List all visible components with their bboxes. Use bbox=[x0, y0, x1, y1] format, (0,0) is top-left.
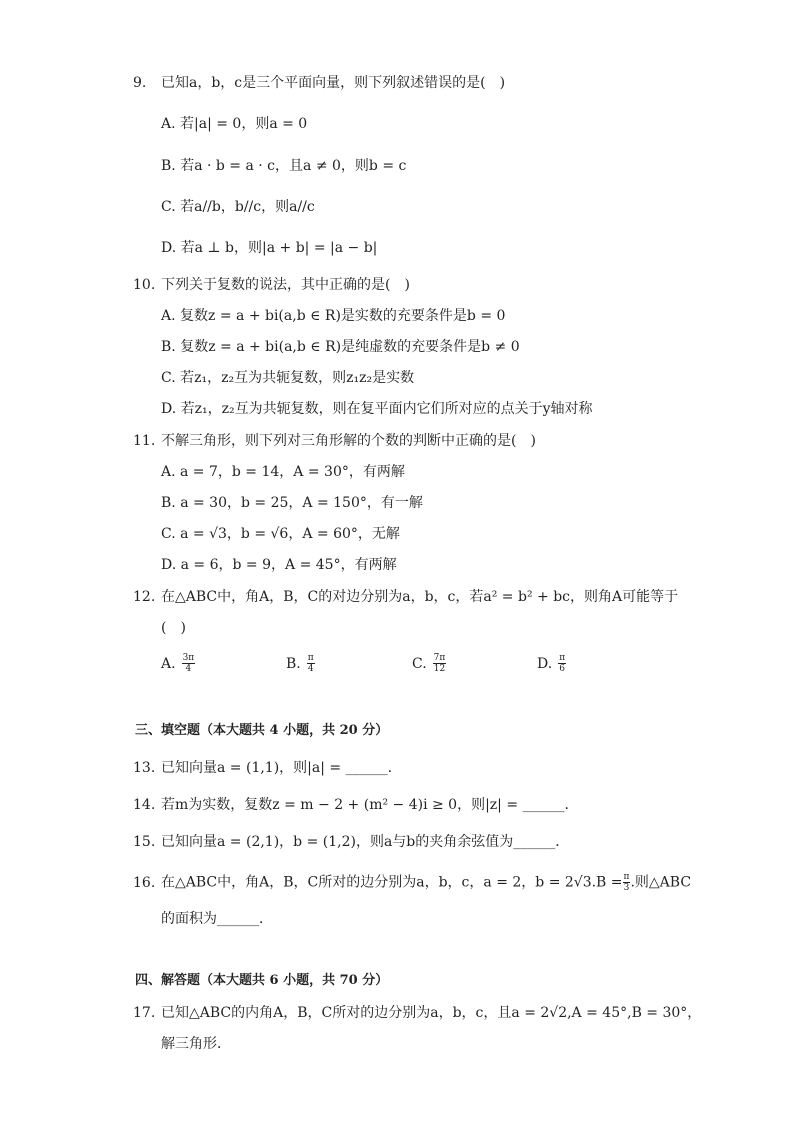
q12-option-d bbox=[537, 653, 566, 674]
question-number: 13. bbox=[133, 760, 156, 776]
question-stem: 下列关于复数的说法，其中正确的是( ) bbox=[161, 277, 410, 293]
q11-option-c: C. a = √3，b = √6，A = 60°，无解 bbox=[161, 526, 400, 542]
question-17 bbox=[133, 1003, 701, 1023]
fraction-denominator: 6 bbox=[559, 664, 566, 674]
question-number: 12. bbox=[133, 589, 156, 605]
option-label: D. bbox=[537, 655, 553, 672]
question-11 bbox=[133, 431, 536, 451]
q9-option-c: C. 若a//b，b//c，则a//c bbox=[161, 199, 315, 215]
fraction bbox=[182, 653, 196, 674]
question-text: 已知向量a = (1,1)，则|a| = ______． bbox=[161, 760, 402, 776]
question-stem: 不解三角形，则下列对三角形解的个数的判断中正确的是( ) bbox=[161, 433, 536, 449]
question-9 bbox=[133, 73, 505, 93]
fraction-denominator: 4 bbox=[185, 664, 192, 674]
question-13 bbox=[133, 758, 402, 778]
fraction bbox=[558, 653, 566, 674]
question-text: 已知△ABC的内角A，B，C所对的边分别为a，b，c，且a = 2√2,A = 45°,B = 30°， bbox=[161, 1005, 702, 1021]
question-16 bbox=[133, 872, 691, 893]
question-text-after: .则△ABC bbox=[630, 874, 692, 891]
section-heading-fill-in: 三、填空题（本大题共 4 小题，共 20 分） bbox=[135, 723, 389, 738]
question-stem: 已知a，b，c是三个平面向量，则下列叙述错误的是( ) bbox=[161, 75, 506, 91]
fraction-numerator: 7π bbox=[433, 653, 446, 663]
question-12 bbox=[133, 587, 678, 607]
question-text: 在△ABC中，角A，B，C所对的边分别为a，b，c，a = 2，b = 2√3.B = bbox=[161, 874, 623, 891]
question-number: 16. bbox=[133, 874, 156, 891]
q12-option-b bbox=[286, 653, 315, 674]
question-text: 已知向量a = (2,1)，b = (1,2)，则a与b的夹角余弦值为______． bbox=[161, 834, 570, 850]
option-label: B. bbox=[286, 655, 301, 672]
fraction-denominator: 12 bbox=[433, 664, 446, 674]
q11-option-a: A. a = 7，b = 14，A = 30°，有两解 bbox=[161, 464, 405, 480]
q11-option-d: D. a = 6，b = 9，A = 45°，有两解 bbox=[161, 557, 397, 573]
question-15 bbox=[133, 832, 569, 852]
fraction-numerator: π bbox=[307, 653, 314, 663]
question-14 bbox=[133, 795, 579, 815]
question-number: 11. bbox=[133, 433, 156, 449]
q12-option-a bbox=[161, 653, 195, 674]
q10-option-a: A. 复数z = a + bi(a,b ∈ R)是实数的充要条件是b = 0 bbox=[161, 308, 506, 324]
question-number: 15. bbox=[133, 834, 156, 850]
fraction bbox=[307, 653, 315, 674]
option-label: C. bbox=[412, 655, 427, 672]
question-number: 17. bbox=[133, 1005, 156, 1021]
q10-option-d: D. 若z₁，z₂互为共轭复数，则在复平面内它们所对应的点关于y轴对称 bbox=[161, 401, 593, 417]
fraction bbox=[433, 653, 447, 674]
question-10 bbox=[133, 275, 410, 295]
q9-option-a: A. 若|a| = 0，则a = 0 bbox=[161, 116, 308, 132]
q9-option-d: D. 若a ⊥ b，则|a + b| = |a − b| bbox=[161, 240, 378, 256]
section-heading-solutions: 四、解答题（本大题共 6 小题，共 70 分） bbox=[135, 973, 389, 988]
option-label: A. bbox=[161, 655, 176, 672]
question-stem: 在△ABC中，角A，B，C的对边分别为a，b，c，若a² = b² + bc，则角A可能等于 bbox=[161, 589, 679, 605]
q17-continuation: 解三角形． bbox=[161, 1036, 231, 1052]
q12-stem-continuation: ( ) bbox=[161, 620, 186, 636]
q11-option-b: B. a = 30，b = 25，A = 150°，有一解 bbox=[161, 495, 423, 511]
question-number: 10. bbox=[133, 277, 156, 293]
q10-option-c: C. 若z₁，z₂互为共轭复数，则z₁z₂是实数 bbox=[161, 370, 415, 386]
question-number: 14. bbox=[133, 797, 156, 813]
question-number: 9. bbox=[133, 75, 147, 91]
fraction-denominator: 4 bbox=[307, 664, 314, 674]
q10-option-b: B. 复数z = a + bi(a,b ∈ R)是纯虚数的充要条件是b ≠ 0 bbox=[161, 339, 520, 355]
fraction-numerator: π bbox=[623, 872, 630, 882]
q16-continuation: 的面积为______． bbox=[161, 911, 273, 927]
q9-option-b: B. 若a · b = a · c，且a ≠ 0，则b = c bbox=[161, 158, 407, 174]
fraction-denominator: 3 bbox=[623, 883, 630, 893]
fraction-numerator: π bbox=[559, 653, 566, 663]
question-text: 若m为实数，复数z = m − 2 + (m² − 4)i ≥ 0，则|z| = ______． bbox=[161, 797, 579, 813]
fraction-numerator: 3π bbox=[182, 653, 195, 663]
q12-option-c bbox=[412, 653, 446, 674]
